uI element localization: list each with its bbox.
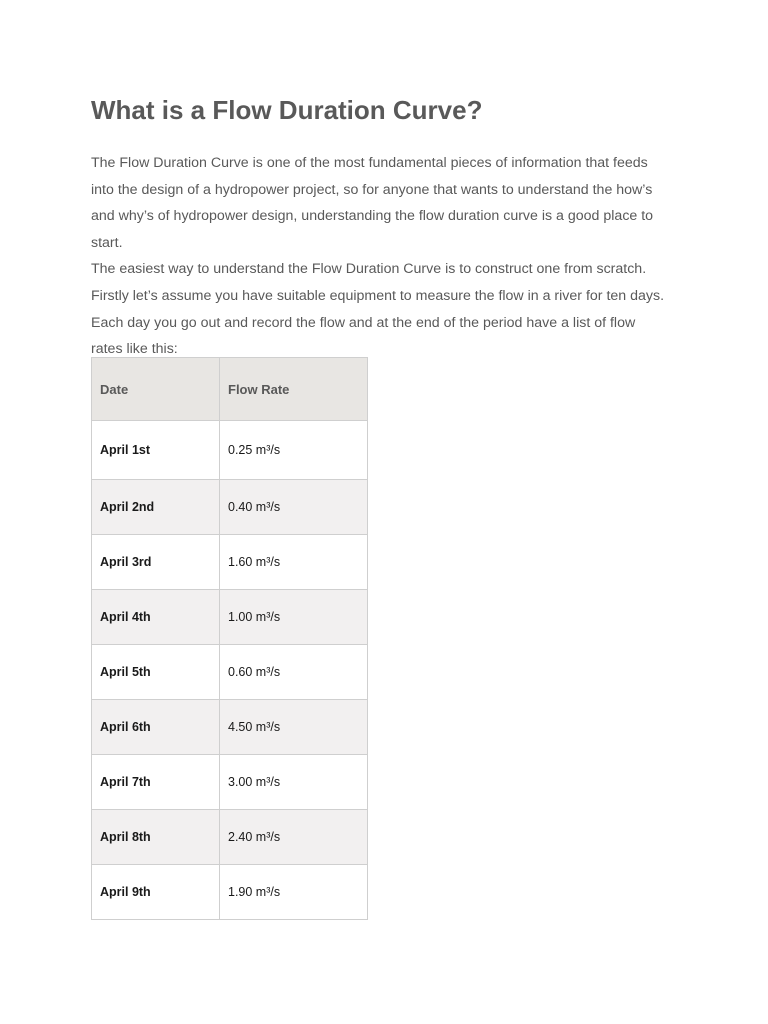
date-cell: April 2nd (92, 480, 220, 535)
flow-rate-table (91, 357, 368, 920)
flow-rate-cell: 3.00 m³/s (220, 755, 368, 810)
date-cell: April 7th (92, 755, 220, 810)
table-row (92, 645, 368, 700)
date-cell: April 3rd (92, 535, 220, 590)
flow-rate-cell: 1.60 m³/s (220, 535, 368, 590)
article-body (91, 150, 691, 363)
table-row (92, 590, 368, 645)
flow-rate-cell: 4.50 m³/s (220, 700, 368, 755)
flow-rate-cell: 0.40 m³/s (220, 480, 368, 535)
table-row (92, 810, 368, 865)
body-line: Firstly let’s assume you have suitable equipment to measure the flow in a river for ten days. (91, 287, 665, 304)
body-line: start. (91, 234, 123, 251)
date-cell: April 6th (92, 700, 220, 755)
table-row (92, 421, 368, 480)
flow-rate-cell: 1.00 m³/s (220, 590, 368, 645)
date-cell: April 4th (92, 590, 220, 645)
body-line: Each day you go out and record the flow and at the end of the period have a list of flow (91, 314, 636, 331)
header-date: Date (92, 358, 220, 421)
date-cell: April 8th (92, 810, 220, 865)
table-row (92, 480, 368, 535)
date-cell: April 1st (92, 421, 220, 480)
body-line: The Flow Duration Curve is one of the most fundamental pieces of information that feeds (91, 155, 648, 171)
flow-rate-cell: 1.90 m³/s (220, 865, 368, 920)
body-line: and why’s of hydropower design, understanding the flow duration curve is a good place to (91, 208, 654, 225)
table-row (92, 535, 368, 590)
flow-rate-cell: 0.60 m³/s (220, 645, 368, 700)
body-line: rates like this: (91, 341, 178, 358)
article-title: What is a Flow Duration Curve? (91, 95, 483, 125)
table-row (92, 700, 368, 755)
flow-rate-cell: 0.25 m³/s (220, 421, 368, 480)
table-row (92, 865, 368, 920)
flow-rate-cell: 2.40 m³/s (220, 810, 368, 865)
header-flow-rate: Flow Rate (220, 358, 368, 421)
date-cell: April 9th (92, 865, 220, 920)
date-cell: April 5th (92, 645, 220, 700)
table-row (92, 755, 368, 810)
body-line: into the design of a hydropower project, so for anyone that wants to understand the how’s (91, 181, 653, 198)
body-line: The easiest way to understand the Flow Duration Curve is to construct one from scratch. (91, 261, 647, 278)
table-header-row (92, 358, 368, 421)
